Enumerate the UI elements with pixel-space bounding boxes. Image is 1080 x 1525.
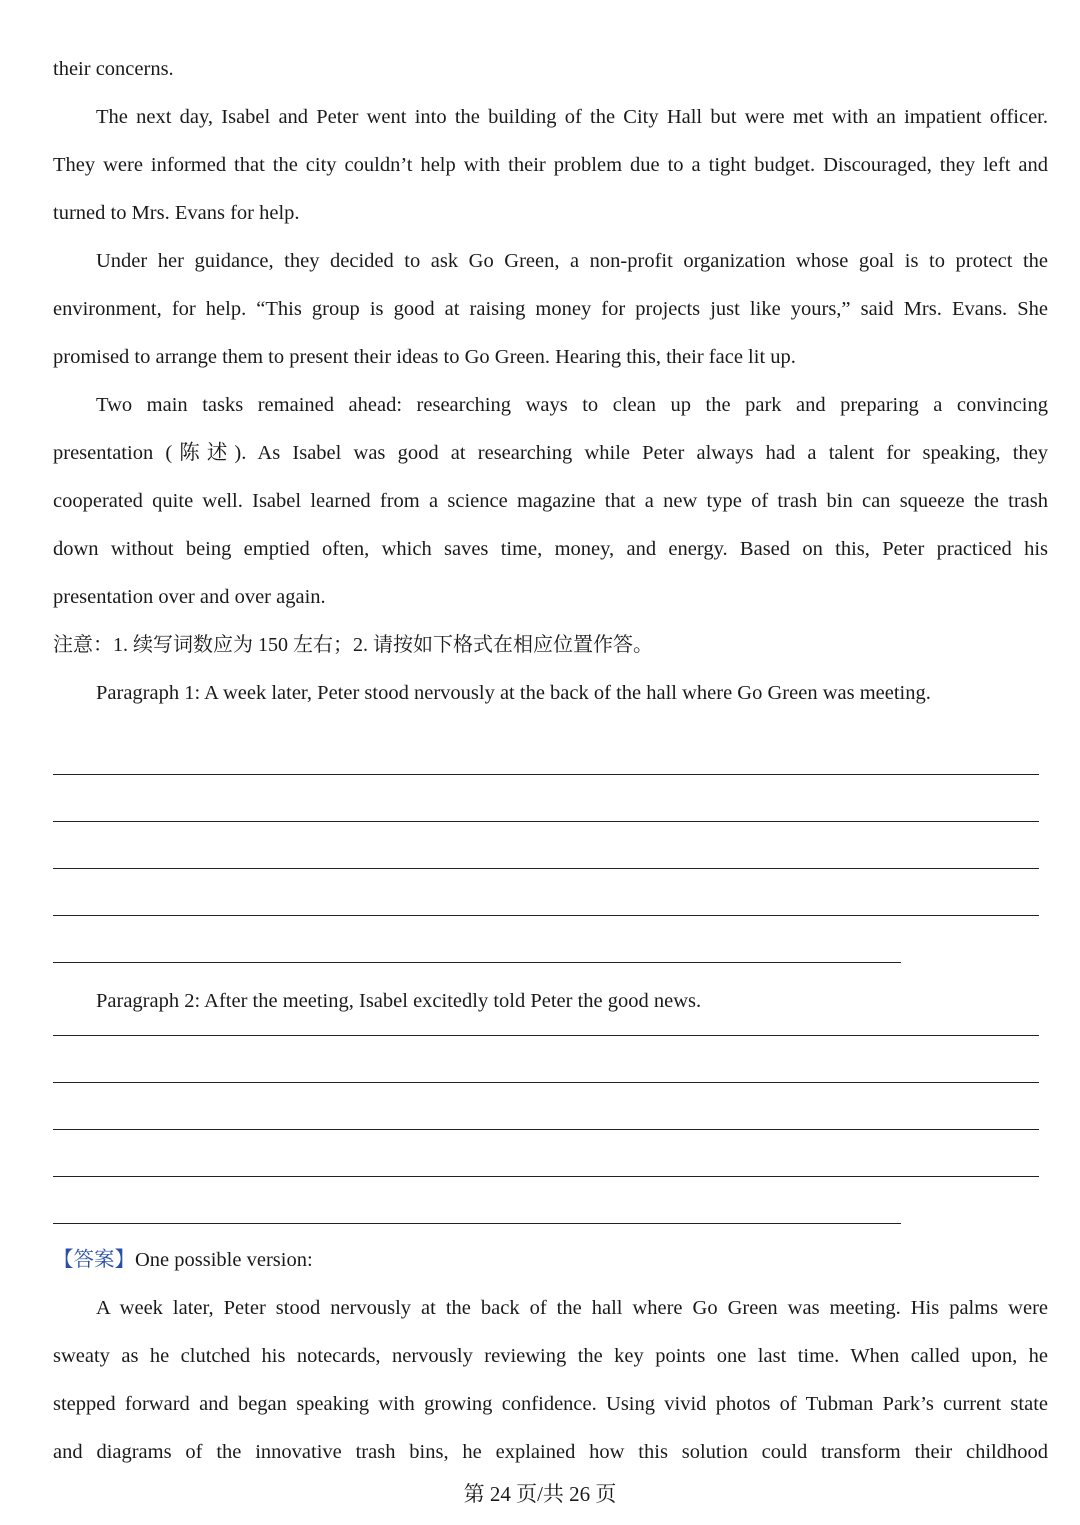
answer-tag: 【答案】 <box>53 1249 135 1271</box>
passage-line: presentation over and over again. <box>53 586 326 608</box>
passage-line: environment, for help. “This group is good at raising money for projects just like yours,” said Mrs. Evans. She <box>53 298 1048 320</box>
passage-line: turned to Mrs. Evans for help. <box>53 202 300 224</box>
answer-heading <box>53 1236 1048 1284</box>
passage-line: Under her guidance, they decided to ask Go Green, a non-profit organization whose goal is to protect the <box>96 250 1048 272</box>
writing-instructions: 注意：1. 续写词数应为 150 左右；2. 请按如下格式在相应位置作答。 <box>53 634 653 656</box>
passage-line: presentation (陈述). As Isabel was good at researching while Peter always had a talent for speaking, they <box>53 442 1048 464</box>
passage-line: The next day, Isabel and Peter went into the building of the City Hall but were met with an impatient officer. <box>96 106 1048 128</box>
passage-line: down without being emptied often, which saves time, money, and energy. Based on this, Peter practiced his <box>53 538 1048 560</box>
paragraph1-prompt: Paragraph 1: A week later, Peter stood nervously at the back of the hall where Go Green was meeting. <box>96 682 931 704</box>
answer-line-text: sweaty as he clutched his notecards, nervously reviewing the key points one last time. When called upon, he <box>53 1345 1048 1367</box>
answer-heading-text: One possible version: <box>135 1249 313 1271</box>
passage-line: promised to arrange them to present their ideas to Go Green. Hearing this, their face lit up. <box>53 346 796 368</box>
answer-line-text: and diagrams of the innovative trash bins, he explained how this solution could transform their childhood <box>53 1441 1048 1463</box>
answer-line-text: stepped forward and began speaking with growing confidence. Using vivid photos of Tubman Park’s current state <box>53 1393 1048 1415</box>
passage-line: cooperated quite well. Isabel learned from a science magazine that a new type of trash bin can squeeze the trash <box>53 490 1048 512</box>
paragraph2-prompt: Paragraph 2: After the meeting, Isabel excitedly told Peter the good news. <box>96 990 702 1012</box>
passage-line: They were informed that the city couldn’t help with their problem due to a tight budget. Discouraged, they left and <box>53 154 1048 176</box>
document-page <box>53 0 1048 1476</box>
answer-line-text: A week later, Peter stood nervously at the back of the hall where Go Green was meeting. His palms were <box>96 1297 1048 1319</box>
passage-line: their concerns. <box>53 58 174 80</box>
passage-line: Two main tasks remained ahead: researching ways to clean up the park and preparing a convincing <box>96 394 1048 416</box>
page-number-footer: 第 24 页/共 26 页 <box>463 1482 617 1506</box>
